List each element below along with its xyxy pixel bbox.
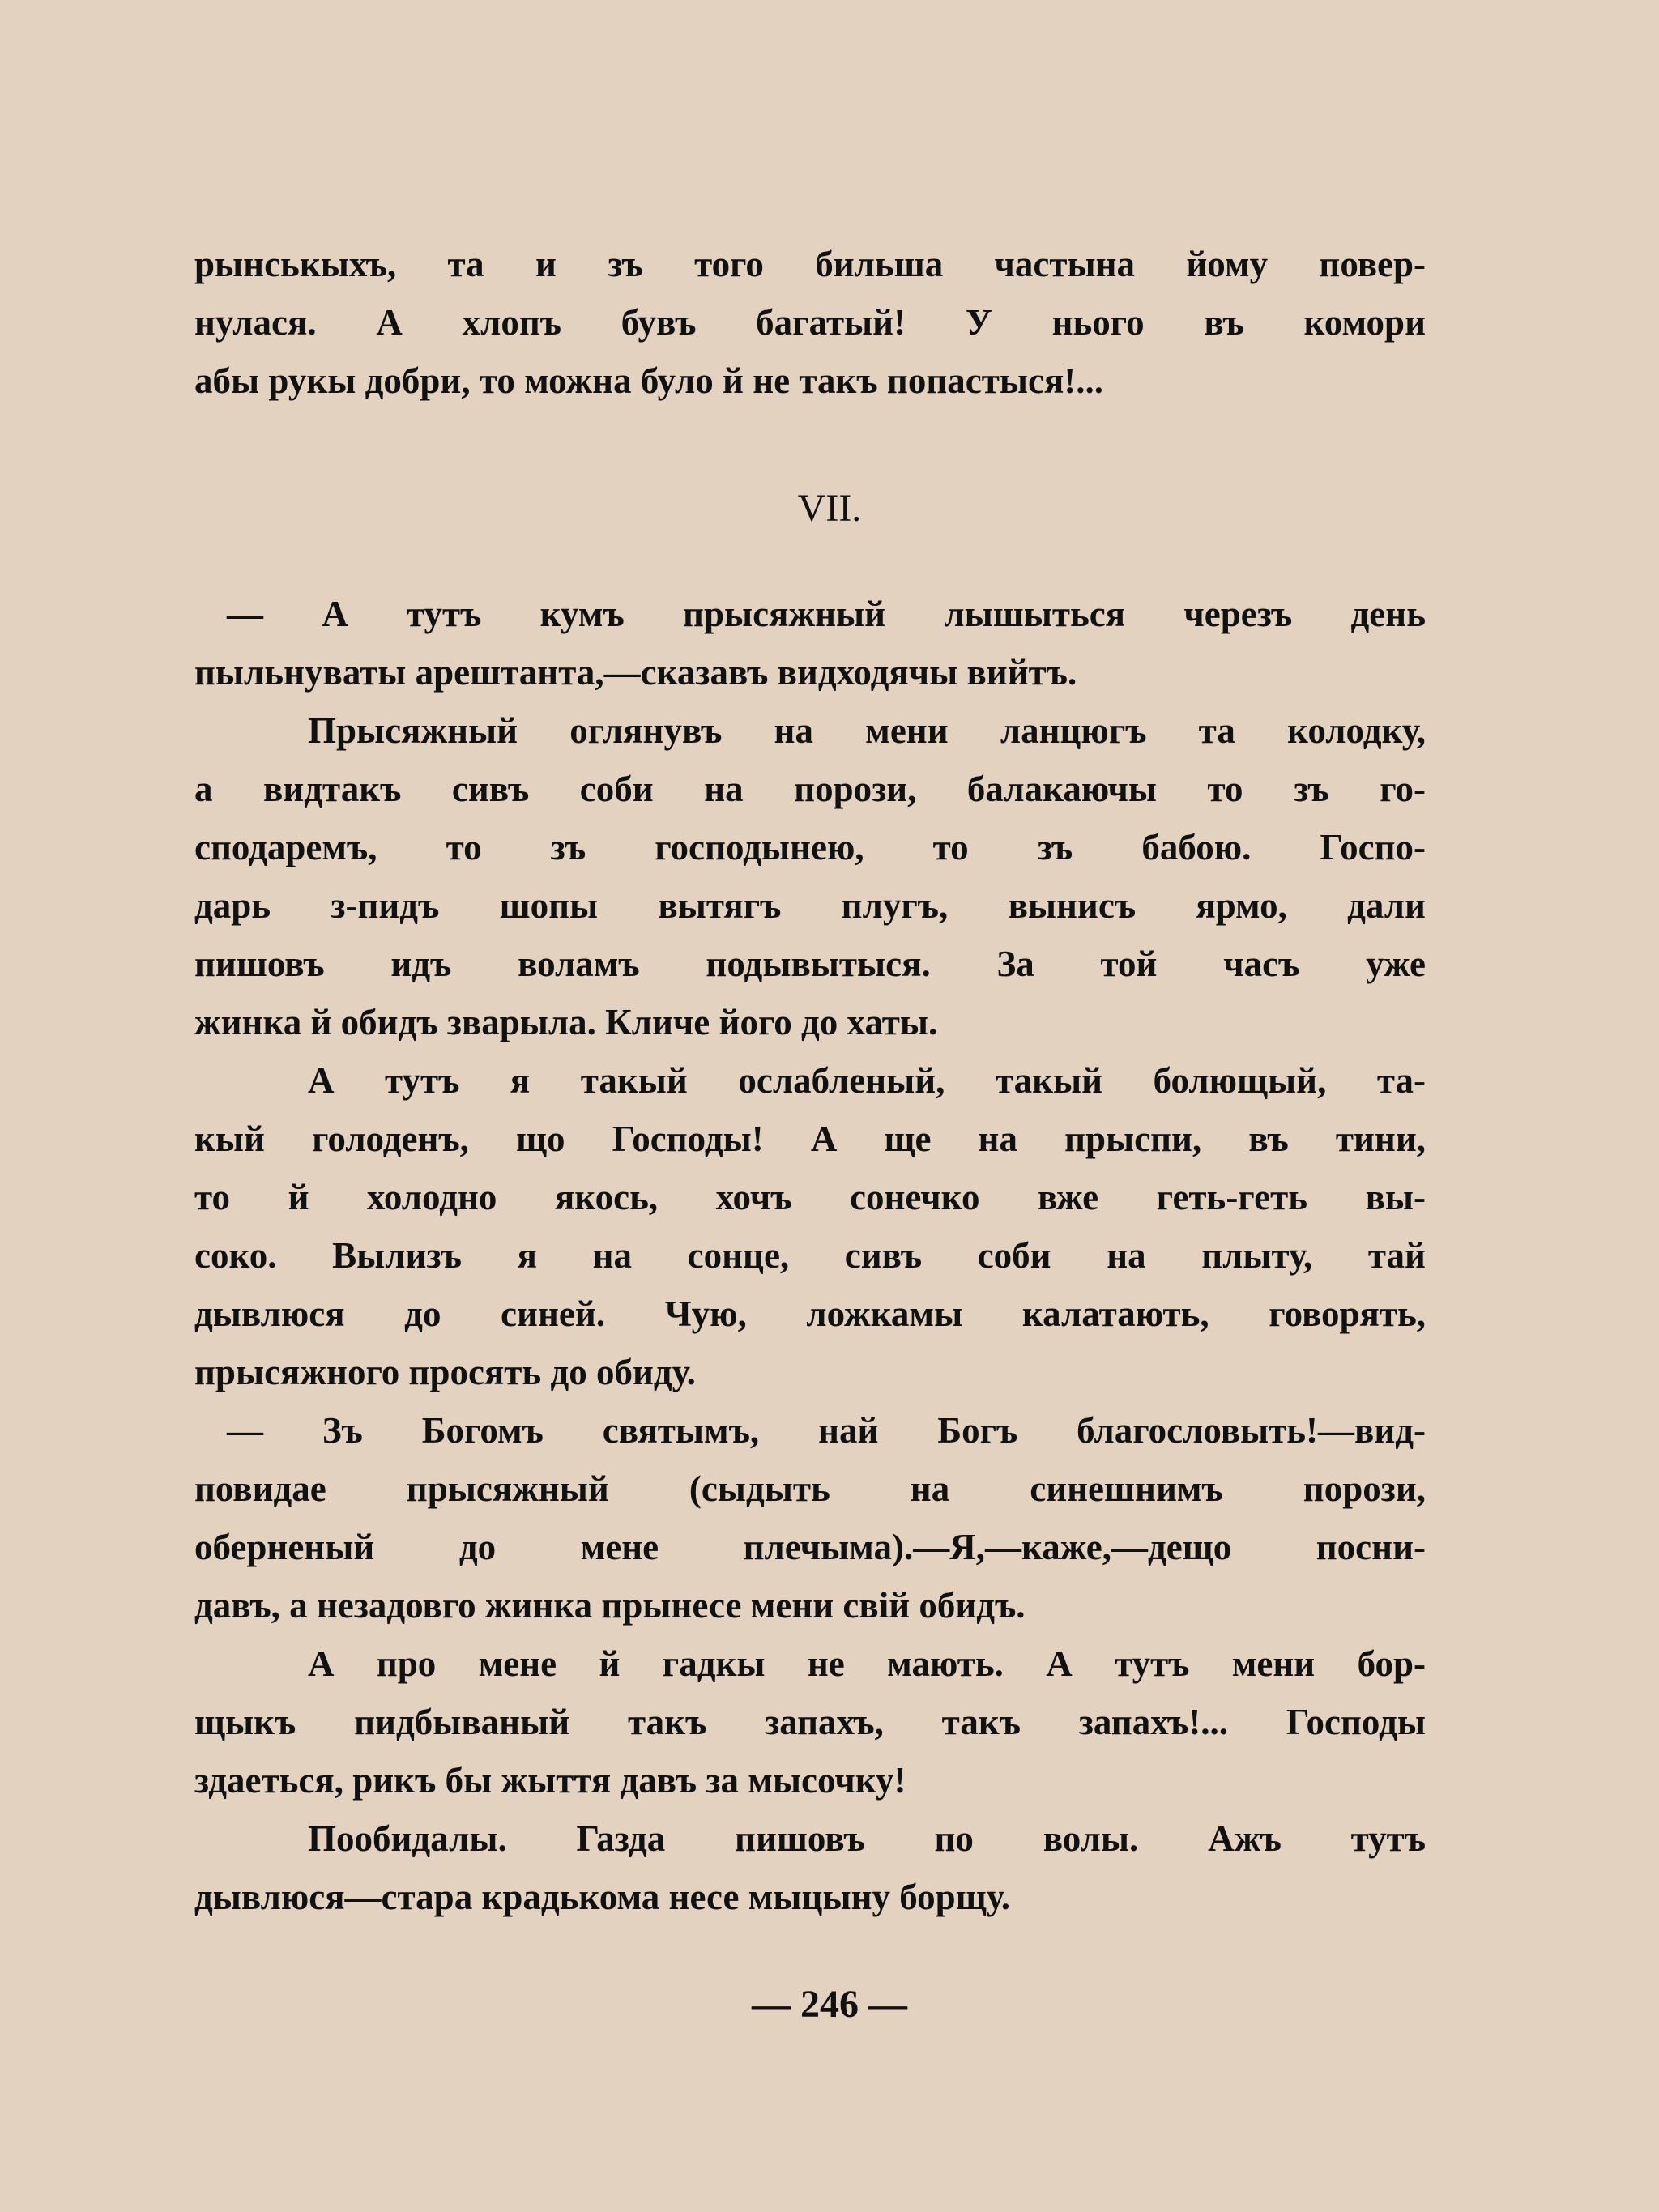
text-line: дарь з-пидъ шопы вытягъ плугъ, вынисъ ярмо, дали xyxy=(194,885,1426,926)
text-line: дывлюся—стара крадькома несе мыцыну борщу. xyxy=(194,1877,1010,1917)
text-line: соко. Вылизъ я на сонце, сивъ соби на плыту, тай xyxy=(194,1235,1426,1276)
text-line: Пообидалы. Газда пишовъ по волы. Ажъ тутъ xyxy=(308,1818,1426,1859)
text-line: то й холодно якось, хочъ сонечко вже геть-геть вы- xyxy=(194,1177,1426,1217)
text-line: рынськыхъ, та и зъ того бильша частына йому повер- xyxy=(194,244,1426,284)
text-line: давъ, а незадовго жинка прынесе мени свій обидъ. xyxy=(194,1585,1026,1626)
text-line: повидае прысяжный (сыдыть на синешнимъ порози, xyxy=(194,1468,1426,1509)
text-line: Прысяжный оглянувъ на мени ланцюгъ та колодку, xyxy=(308,710,1426,751)
text-line: — Зъ Богомъ святымъ, най Богъ благословыть!—вид- xyxy=(227,1410,1426,1451)
text-line: здаеться, рикъ бы жыття давъ за мысочку! xyxy=(194,1760,906,1801)
text-line: нулася. А хлопъ бувъ багатый! У нього въ комори xyxy=(194,302,1426,343)
text-line: А тутъ я такый ослабленый, такый болющый, та- xyxy=(308,1060,1426,1101)
text-line: А про мене й гадкы не мають. А тутъ мени бор- xyxy=(308,1643,1426,1684)
top-paragraph xyxy=(194,235,1426,410)
text-line: абы рукы добри, то можна було й не такъ попастыся!... xyxy=(194,360,1104,401)
text-line: прысяжного просять до обиду. xyxy=(194,1352,696,1392)
text-line: кый голоденъ, що Господы! А ще на прыспи, въ тини, xyxy=(194,1119,1426,1159)
text-line: пишовъ идъ воламъ подывытыся. За той часъ уже xyxy=(194,944,1426,984)
text-line: сподаремъ, то зъ господынею, то зъ бабою. Госпо- xyxy=(194,827,1426,867)
text-line: пыльнуваты арештанта,—сказавъ видходячы вийтъ. xyxy=(194,652,1077,693)
text-line: дывлюся до синей. Чую, ложкамы калатають, говорять, xyxy=(194,1294,1426,1334)
page-number: — 246 — xyxy=(752,1983,907,2026)
text-line: оберненый до мене плечыма).—Я,—каже,—дещо посни- xyxy=(194,1527,1426,1567)
body-text xyxy=(194,585,1426,1926)
text-line: — А тутъ кумъ прысяжный лышыться черезъ день xyxy=(227,594,1426,634)
chapter-heading: VII. xyxy=(797,487,862,530)
text-line: щыкъ пидбываный такъ запахъ, такъ запахъ!... Господы xyxy=(194,1702,1426,1742)
text-line: а видтакъ сивъ соби на порози, балакаючы то зъ го- xyxy=(194,769,1426,809)
text-line: жинка й обидъ зварыла. Кличе його до хаты. xyxy=(194,1002,938,1042)
